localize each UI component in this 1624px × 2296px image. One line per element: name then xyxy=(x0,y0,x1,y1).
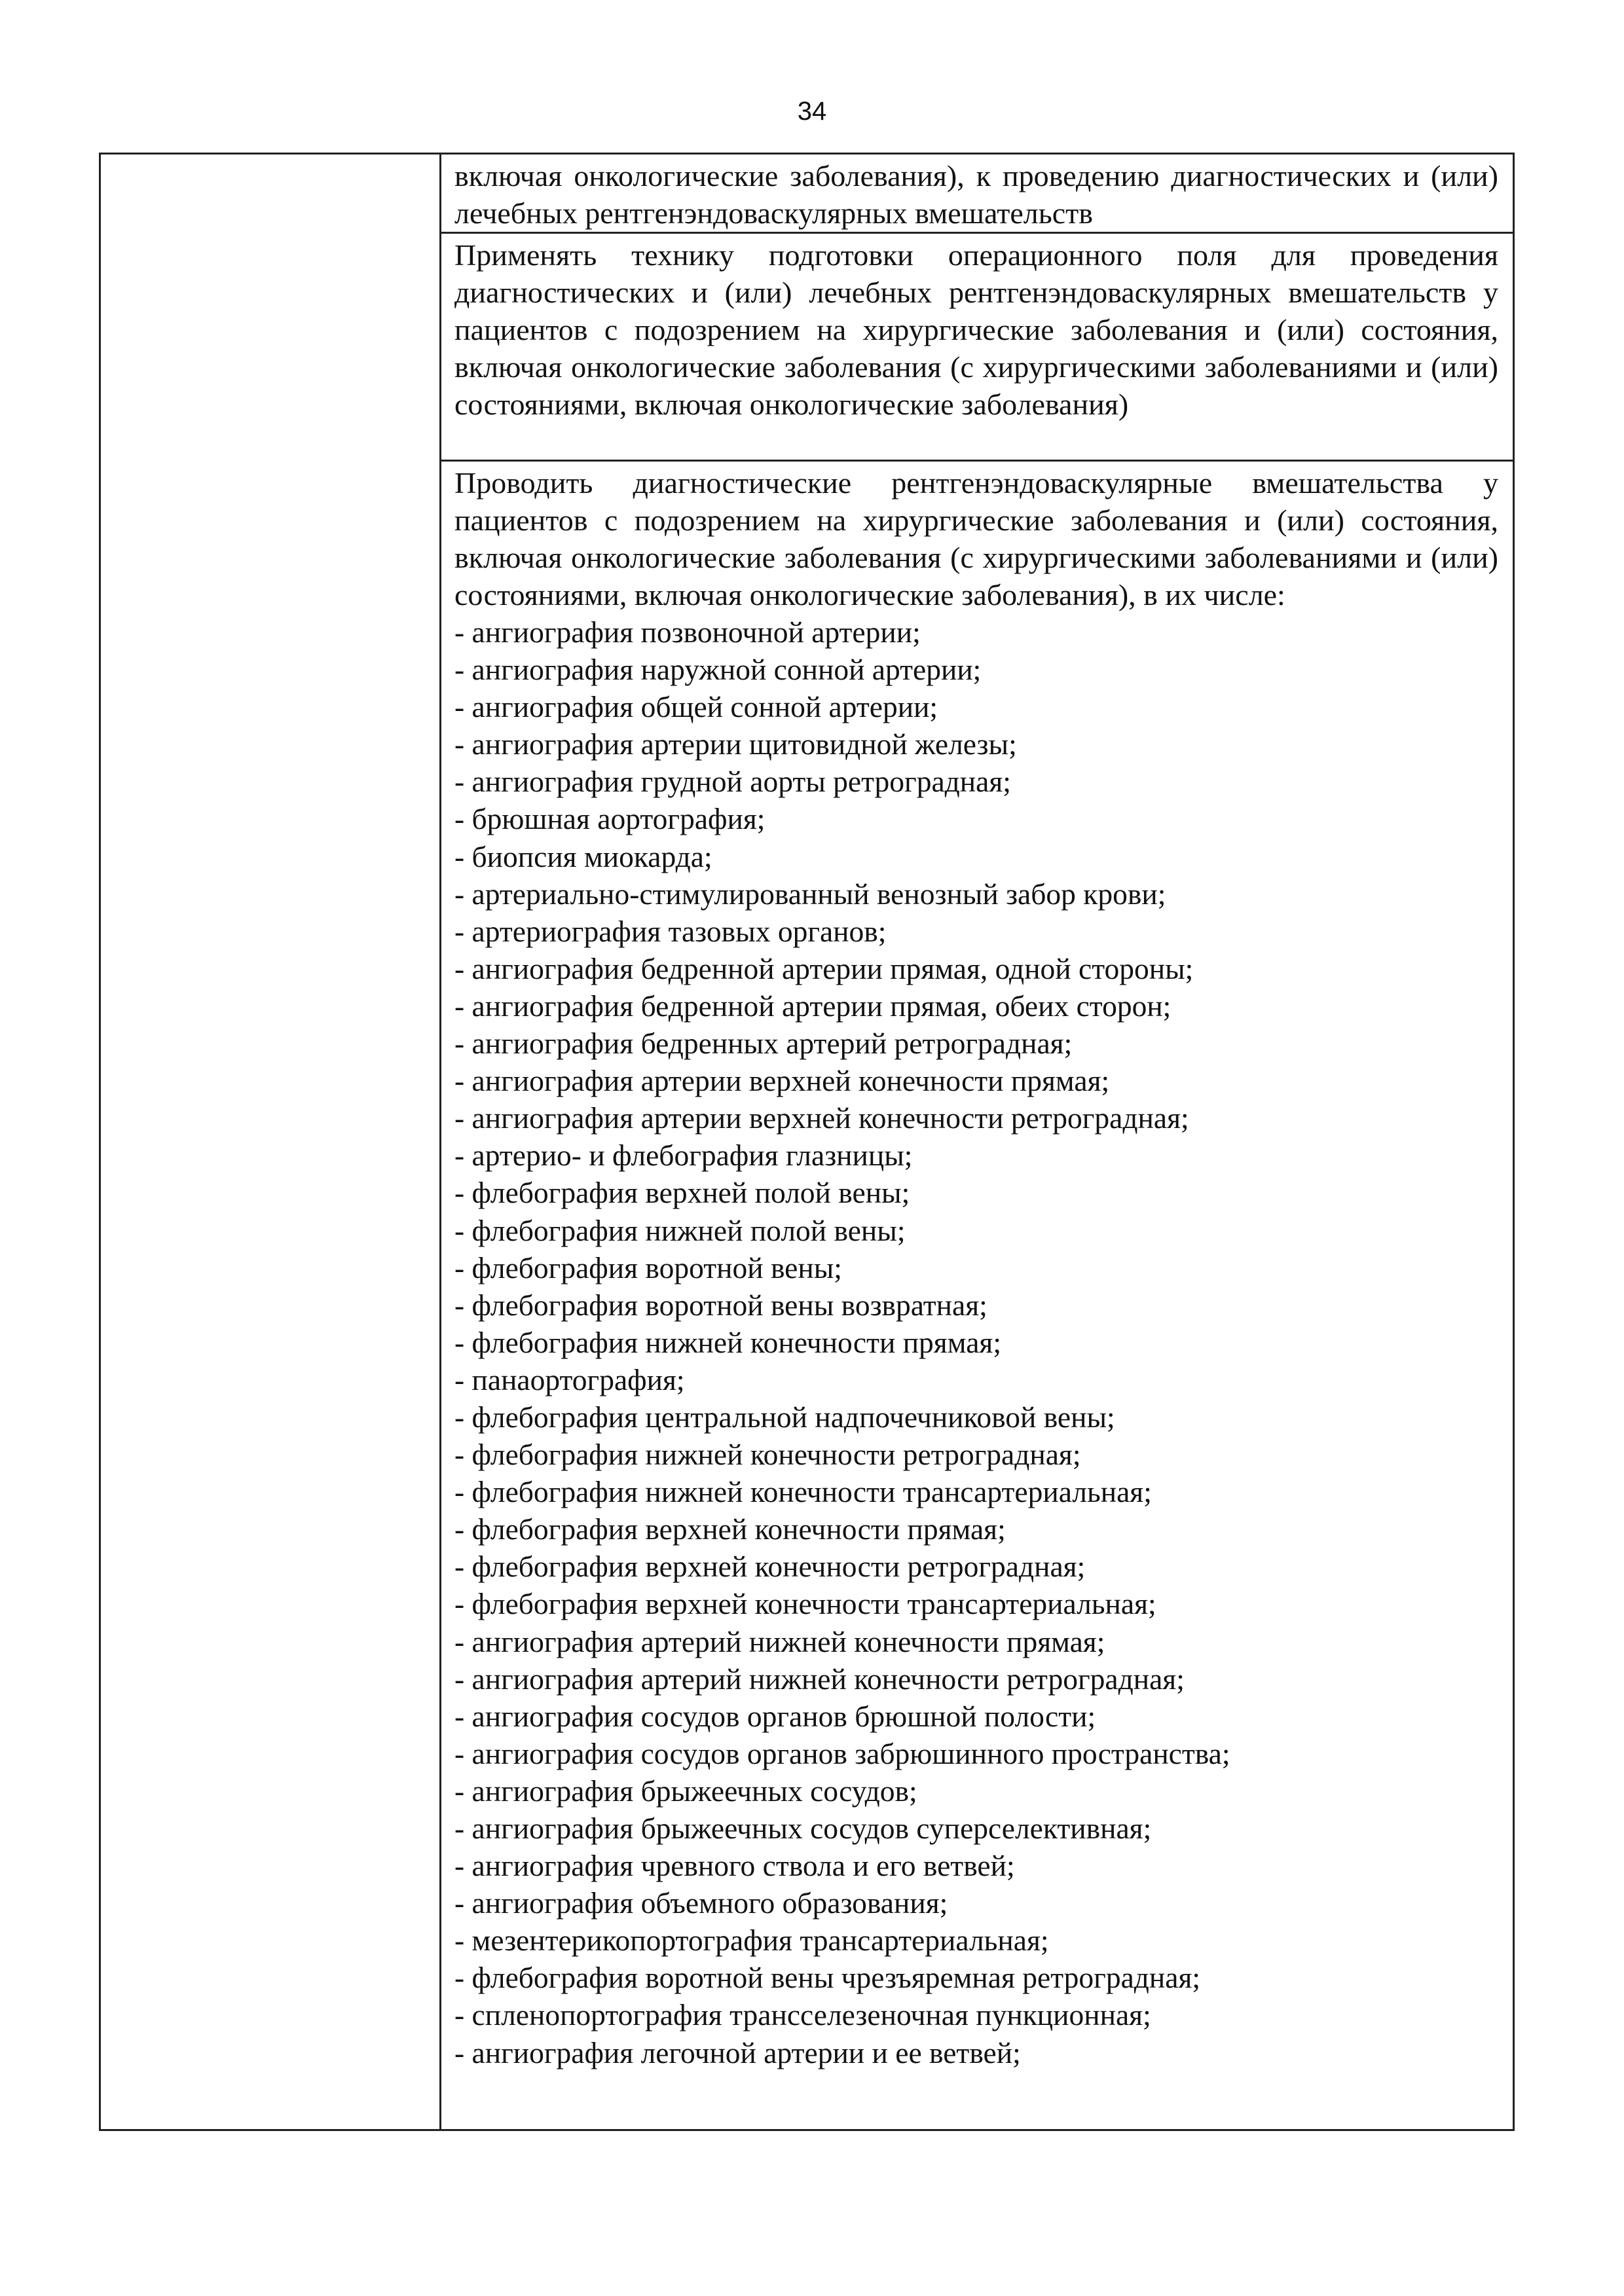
table-row xyxy=(441,155,1513,234)
list-item xyxy=(454,1922,1498,1959)
list-item xyxy=(454,913,1498,950)
list-item xyxy=(454,1249,1498,1286)
list-item-text: - ангиография бедренных артерий ретроградная; xyxy=(454,1027,1073,1061)
list-item-text: - ангиография артерий нижней конечности ретроградная; xyxy=(454,1662,1185,1696)
list-item xyxy=(454,1361,1498,1398)
list-item-text: - флебография воротной вены возвратная; xyxy=(454,1288,987,1322)
list-item xyxy=(454,987,1498,1025)
list-item xyxy=(454,1062,1498,1099)
list-item xyxy=(454,1473,1498,1510)
list-item-text: - ангиография общей сонной артерии; xyxy=(454,690,938,724)
list-item xyxy=(454,1436,1498,1473)
row-text: Применять технику подготовки операционного поля для проведения диагностических и (или) лечебных рентгенэндоваскулярных вмешательств у пациентов с подозрением на хирургические заболевания и (или) состояния, включая онкологические заболевания (с хирургическими заболеваниями и (или) состояниями, включая онкологические заболевания) xyxy=(454,238,1498,421)
list-item xyxy=(454,1660,1498,1698)
list-item-text: - ангиография брыжеечных сосудов суперселективная; xyxy=(454,1812,1152,1845)
list-item xyxy=(454,688,1498,725)
list-item-text: - флебография нижней конечности трансартериальная; xyxy=(454,1475,1152,1509)
list-item-text: - ангиография брыжеечных сосудов; xyxy=(454,1774,917,1808)
table-row xyxy=(441,234,1513,462)
list-item-text: - артериография тазовых органов; xyxy=(454,914,887,948)
list-item-text: - ангиография наружной сонной артерии; xyxy=(454,653,982,687)
list-item-text: - ангиография грудной аорты ретроградная; xyxy=(454,765,1011,799)
list-item xyxy=(454,1698,1498,1735)
list-item xyxy=(454,800,1498,837)
list-item xyxy=(454,1959,1498,1996)
list-item-text: - ангиография бедренной артерии прямая, одной стороны; xyxy=(454,951,1194,985)
list-item-text: - флебография нижней полой вены; xyxy=(454,1213,906,1247)
list-item-text: - ангиография артерий нижней конечности прямая; xyxy=(454,1624,1105,1658)
list-item-text: - флебография воротной вены чрезъяремная ретроградная; xyxy=(454,1961,1201,1995)
list-item-text: - брюшная аортография; xyxy=(454,802,766,836)
procedure-list xyxy=(454,613,1498,2071)
list-item-text: - спленопортография трансселезеночная пункционная; xyxy=(454,1998,1151,2032)
list-item-text: - флебография нижней конечности прямая; xyxy=(454,1325,1001,1359)
list-item xyxy=(454,1286,1498,1324)
list-item xyxy=(454,838,1498,875)
list-item xyxy=(454,1548,1498,1585)
list-item xyxy=(454,1623,1498,1660)
list-item xyxy=(454,1324,1498,1361)
table-right-column xyxy=(441,155,1513,2129)
list-item-text: - флебография центральной надпочечниковой вены; xyxy=(454,1400,1115,1434)
list-item xyxy=(454,1884,1498,1922)
page-number: 34 xyxy=(797,97,827,126)
row-intro-text: Проводить диагностические рентгенэндоваскулярные вмешательства у пациентов с подозрением на хирургические заболевания и (или) состояния, включая онкологические заболевания (с хирургическими заболеваниями и (или) состояниями, включая онкологические заболевания), в их числе: xyxy=(454,466,1498,611)
list-item-text: - ангиография артерии щитовидной железы; xyxy=(454,727,1017,761)
list-item xyxy=(454,1025,1498,1062)
table-row xyxy=(441,462,1513,2071)
list-item xyxy=(454,1585,1498,1622)
list-item-text: - ангиография объемного образования; xyxy=(454,1886,948,1920)
list-item-text: - флебография нижней конечности ретроградная; xyxy=(454,1438,1081,1472)
list-item-text: - флебография верхней конечности ретроградная; xyxy=(454,1550,1086,1584)
list-item-text: - ангиография легочной артерии и ее ветвей; xyxy=(454,2035,1021,2069)
list-item xyxy=(454,1772,1498,1810)
list-item xyxy=(454,1137,1498,1174)
list-item xyxy=(454,1810,1498,1847)
list-item-text: - флебография верхней конечности трансартериальная; xyxy=(454,1587,1156,1621)
list-item-text: - мезентерикопортография трансартериальная; xyxy=(454,1923,1049,1958)
list-item xyxy=(454,875,1498,913)
list-item-text: - биопсия миокарда; xyxy=(454,839,712,873)
list-item xyxy=(454,1996,1498,2033)
list-item-text: - ангиография артерии верхней конечности ретроградная; xyxy=(454,1101,1189,1135)
list-item xyxy=(454,950,1498,987)
list-item-text: - ангиография позвоночной артерии; xyxy=(454,615,921,649)
list-item-text: - флебография верхней полой вены; xyxy=(454,1176,910,1210)
list-item-text: - артерио- и флебография глазницы; xyxy=(454,1139,913,1173)
list-item-text: - флебография верхней конечности прямая; xyxy=(454,1512,1006,1546)
list-item-text: - ангиография сосудов органов брюшной полости; xyxy=(454,1699,1096,1733)
list-item-text: - панаортография; xyxy=(454,1362,685,1396)
list-item xyxy=(454,763,1498,800)
requirements-table xyxy=(99,153,1515,2131)
list-item xyxy=(454,1735,1498,1772)
list-item xyxy=(454,1398,1498,1436)
list-item xyxy=(454,725,1498,763)
list-item xyxy=(454,1510,1498,1548)
table-left-column xyxy=(101,155,441,2129)
list-item xyxy=(454,1099,1498,1137)
list-item-text: - флебография воротной вены; xyxy=(454,1250,842,1285)
list-item xyxy=(454,1847,1498,1884)
list-item xyxy=(454,1174,1498,1211)
list-item-text: - ангиография артерии верхней конечности прямая; xyxy=(454,1064,1110,1098)
row-text: включая онкологические заболевания), к проведению диагностических и (или) лечебных рентгенэндоваскулярных вмешательств xyxy=(454,159,1498,230)
list-item-text: - ангиография чревного ствола и его ветвей; xyxy=(454,1849,1015,1883)
list-item xyxy=(454,2034,1498,2071)
list-item-text: - ангиография сосудов органов забрюшинного пространства; xyxy=(454,1736,1230,1770)
list-item xyxy=(454,1212,1498,1249)
list-item xyxy=(454,613,1498,651)
list-item-text: - артериально-стимулированный венозный забор крови; xyxy=(454,877,1166,911)
list-item xyxy=(454,651,1498,688)
list-item-text: - ангиография бедренной артерии прямая, обеих сторон; xyxy=(454,989,1172,1023)
